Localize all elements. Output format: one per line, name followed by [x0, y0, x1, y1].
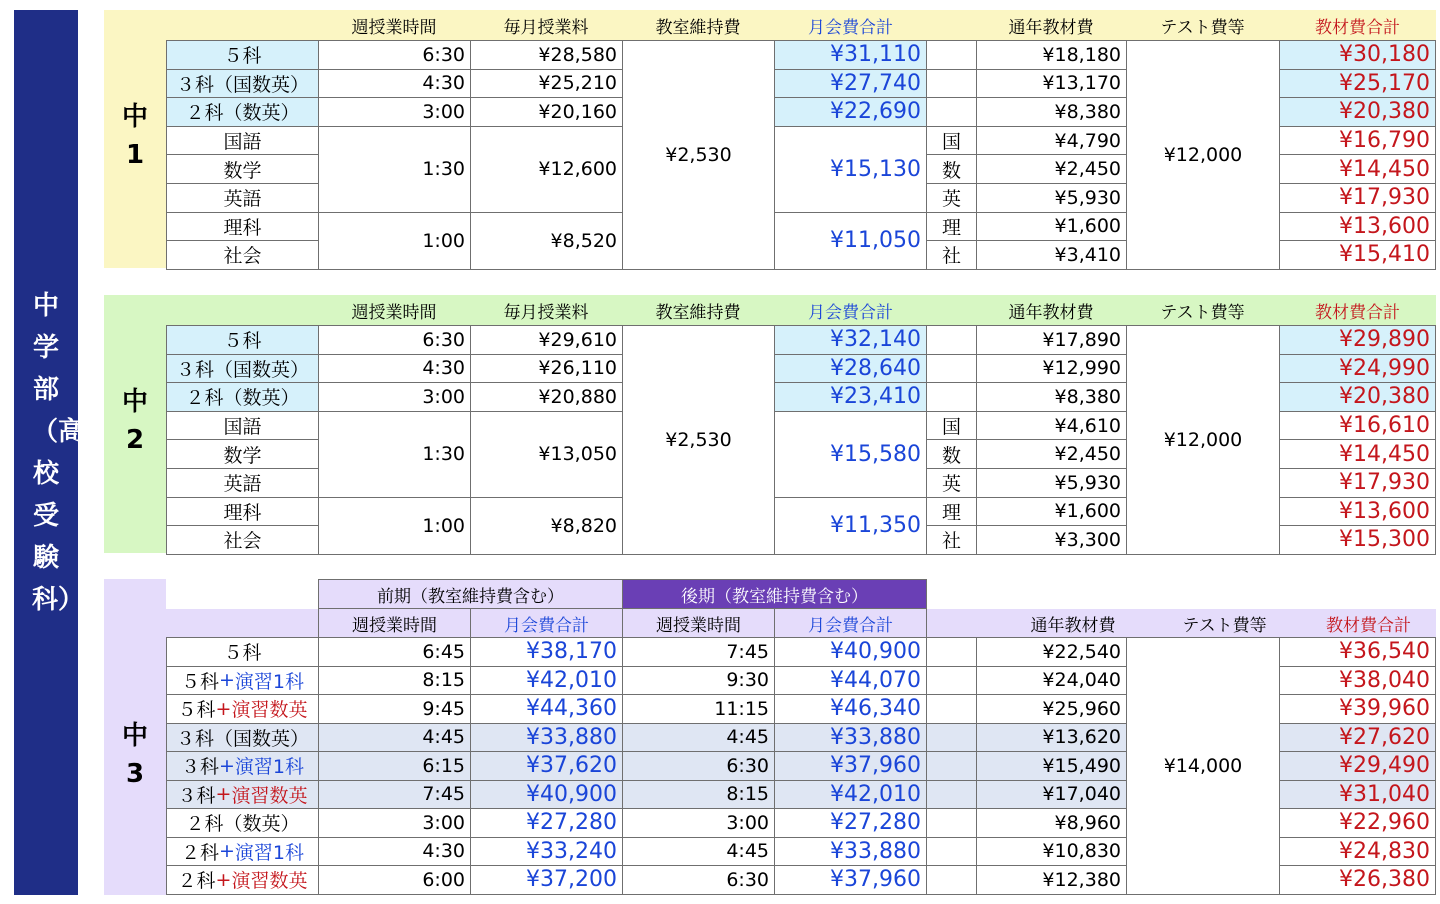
weekly-hours-first-cell: 6:00	[318, 865, 471, 895]
subject-cell: 理科	[166, 212, 319, 242]
header-total: 月会費合計	[808, 302, 893, 323]
subject-extra: 演習数英	[231, 870, 308, 893]
monthly-fee-cell: ¥8,520	[470, 212, 623, 270]
subject-extra: 演習数英	[231, 784, 308, 807]
subject-abbr-cell: 社	[926, 525, 977, 555]
annual-material-cell: ¥25,960	[976, 694, 1127, 724]
plus-sign: +	[219, 840, 235, 863]
monthly-total-second-cell: ¥27,280	[774, 808, 927, 838]
monthly-total-first-cell: ¥27,280	[470, 808, 623, 838]
annual-material-cell: ¥3,410	[976, 240, 1127, 270]
header-test: テスト費等	[1160, 17, 1245, 38]
subject-cell: ２科（数英）	[166, 382, 319, 412]
header-material-total: 教材費合計	[1315, 17, 1400, 38]
material-total-cell: ¥16,790	[1279, 126, 1436, 156]
subject-abbr-cell: 社	[926, 240, 977, 270]
subject-cell	[166, 666, 319, 696]
annual-material-cell: ¥5,930	[976, 468, 1127, 498]
annual-material-cell: ¥8,960	[976, 808, 1127, 838]
monthly-total-second-cell: ¥40,900	[774, 637, 927, 667]
weekly-hours-cell: 4:30	[318, 354, 471, 384]
annual-material-cell: ¥2,450	[976, 154, 1127, 184]
material-total-cell: ¥13,600	[1279, 212, 1436, 242]
material-total-cell: ¥27,620	[1279, 723, 1436, 753]
annual-material-cell: ¥1,600	[976, 212, 1127, 242]
test-fee-cell: ¥12,000	[1126, 325, 1280, 555]
subject-base: ２科（数英）	[185, 813, 300, 836]
annual-material-cell: ¥24,040	[976, 666, 1127, 696]
subject-base: ３科	[180, 756, 219, 779]
weekly-hours-second-cell: 9:30	[622, 666, 775, 696]
subject-abbr-cell: 国	[926, 126, 977, 156]
weekly-hours-second-cell: 4:45	[622, 723, 775, 753]
spacer-cell	[926, 837, 977, 867]
header-test: テスト費等	[1182, 615, 1267, 636]
grade2-label: 中 2	[121, 387, 148, 455]
subject-cell: 社会	[166, 240, 319, 270]
material-total-cell: ¥15,410	[1279, 240, 1436, 270]
weekly-hours-second-cell: 8:15	[622, 780, 775, 810]
subject-abbr-cell: 理	[926, 497, 977, 527]
subject-abbr-cell	[926, 97, 977, 127]
test-fee-cell: ¥14,000	[1126, 637, 1280, 895]
material-total-cell: ¥20,380	[1279, 97, 1436, 127]
monthly-total-second-cell: ¥46,340	[774, 694, 927, 724]
monthly-total-cell: ¥15,580	[774, 411, 927, 498]
maintenance-fee-cell: ¥2,530	[622, 325, 775, 555]
plus-sign: +	[215, 868, 232, 891]
subject-extra: 演習1科	[234, 841, 305, 864]
material-total-cell: ¥26,380	[1279, 865, 1436, 895]
monthly-total-first-cell: ¥37,620	[470, 751, 623, 781]
monthly-total-first-cell: ¥33,240	[470, 837, 623, 867]
grade1-label: 中 1	[121, 102, 148, 170]
material-total-cell: ¥36,540	[1279, 637, 1436, 667]
monthly-total-first-cell: ¥33,880	[470, 723, 623, 753]
grade2-section	[104, 295, 1436, 553]
subject-base: ２科	[177, 870, 216, 893]
header-weekly-first: 週授業時間	[318, 608, 471, 638]
weekly-hours-cell: 4:30	[318, 69, 471, 99]
weekly-hours-first-cell: 3:00	[318, 808, 471, 838]
monthly-total-cell: ¥23,410	[774, 382, 927, 412]
material-total-cell: ¥17,930	[1279, 468, 1436, 498]
subject-cell: ５科	[166, 325, 319, 355]
subject-extra: 演習1科	[234, 670, 305, 693]
header-material-total: 教材費合計	[1326, 615, 1411, 636]
annual-material-cell: ¥3,300	[976, 525, 1127, 555]
subject-cell	[166, 865, 319, 895]
weekly-hours-second-cell: 6:30	[622, 865, 775, 895]
spacer-cell	[926, 666, 977, 696]
material-total-cell: ¥25,170	[1279, 69, 1436, 99]
annual-material-cell: ¥10,830	[976, 837, 1127, 867]
weekly-hours-cell: 1:00	[318, 212, 471, 270]
material-total-cell: ¥13,600	[1279, 497, 1436, 527]
material-total-cell: ¥24,990	[1279, 354, 1436, 384]
monthly-total-first-cell: ¥37,200	[470, 865, 623, 895]
header-total: 月会費合計	[808, 17, 893, 38]
sidebar-title: 中学部（高校受験科）	[32, 290, 85, 615]
weekly-hours-cell: 1:30	[318, 126, 471, 213]
subject-base: ５科	[223, 642, 262, 665]
header-second-term: 後期（教室維持費含む）	[622, 579, 927, 609]
monthly-total-cell: ¥27,740	[774, 69, 927, 99]
material-total-cell: ¥31,040	[1279, 780, 1436, 810]
material-total-cell: ¥30,180	[1279, 40, 1436, 70]
subject-cell	[166, 808, 319, 838]
subject-abbr-cell	[926, 354, 977, 384]
subject-extra: 演習1科	[234, 756, 305, 779]
material-total-cell: ¥14,450	[1279, 439, 1436, 469]
grade3-header-band-left	[166, 609, 318, 637]
plus-sign: +	[215, 697, 232, 720]
monthly-total-second-cell: ¥42,010	[774, 780, 927, 810]
annual-material-cell: ¥12,380	[976, 865, 1127, 895]
subject-abbr-cell: 国	[926, 411, 977, 441]
test-fee-cell: ¥12,000	[1126, 40, 1280, 270]
header-annual: 通年教材費	[1008, 302, 1094, 323]
header-weekly-second: 週授業時間	[622, 608, 775, 638]
material-total-cell: ¥16,610	[1279, 411, 1436, 441]
subject-abbr-cell	[926, 382, 977, 412]
subject-cell: 国語	[166, 411, 319, 441]
material-total-cell: ¥38,040	[1279, 666, 1436, 696]
header-annual: 通年教材費	[1030, 615, 1116, 636]
weekly-hours-cell: 6:30	[318, 40, 471, 70]
subject-base: ３科（国数英）	[175, 727, 309, 750]
weekly-hours-second-cell: 7:45	[622, 637, 775, 667]
monthly-total-cell: ¥31,110	[774, 40, 927, 70]
spacer-cell	[926, 865, 977, 895]
weekly-hours-cell: 6:30	[318, 325, 471, 355]
monthly-total-cell: ¥22,690	[774, 97, 927, 127]
monthly-total-cell: ¥15,130	[774, 126, 927, 213]
weekly-hours-first-cell: 7:45	[318, 780, 471, 810]
header-annual: 通年教材費	[1008, 17, 1094, 38]
maintenance-fee-cell: ¥2,530	[622, 40, 775, 270]
material-total-cell: ¥24,830	[1279, 837, 1436, 867]
subject-cell: 数学	[166, 439, 319, 469]
monthly-fee-cell: ¥26,110	[470, 354, 623, 384]
subject-abbr-cell	[926, 325, 977, 355]
monthly-total-second-cell: ¥37,960	[774, 865, 927, 895]
subject-cell	[166, 751, 319, 781]
monthly-fee-cell: ¥29,610	[470, 325, 623, 355]
subject-extra: 演習数英	[231, 699, 308, 722]
sidebar-title-band	[14, 10, 85, 895]
subject-abbr-cell	[926, 40, 977, 70]
spacer-cell	[926, 723, 977, 753]
header-maintenance: 教室維持費	[655, 17, 741, 38]
weekly-hours-first-cell: 9:45	[318, 694, 471, 724]
subject-abbr-cell	[926, 69, 977, 99]
subject-abbr-cell: 英	[926, 468, 977, 498]
weekly-hours-cell: 3:00	[318, 382, 471, 412]
material-total-cell: ¥39,960	[1279, 694, 1436, 724]
header-first-term: 前期（教室維持費含む）	[318, 579, 623, 609]
annual-material-cell: ¥13,620	[976, 723, 1127, 753]
monthly-total-cell: ¥11,350	[774, 497, 927, 555]
subject-abbr-cell: 理	[926, 212, 977, 242]
header-material-total: 教材費合計	[1315, 302, 1400, 323]
monthly-total-first-cell: ¥40,900	[470, 780, 623, 810]
subject-cell: 理科	[166, 497, 319, 527]
annual-material-cell: ¥4,790	[976, 126, 1127, 156]
monthly-total-cell: ¥28,640	[774, 354, 927, 384]
subject-cell: 数学	[166, 154, 319, 184]
weekly-hours-second-cell: 4:45	[622, 837, 775, 867]
monthly-total-second-cell: ¥44,070	[774, 666, 927, 696]
weekly-hours-cell: 3:00	[318, 97, 471, 127]
monthly-fee-cell: ¥25,210	[470, 69, 623, 99]
monthly-total-first-cell: ¥42,010	[470, 666, 623, 696]
monthly-total-cell: ¥32,140	[774, 325, 927, 355]
subject-base: ３科	[177, 784, 216, 807]
grade3-section	[104, 579, 1436, 895]
annual-material-cell: ¥4,610	[976, 411, 1127, 441]
material-total-cell: ¥22,960	[1279, 808, 1436, 838]
weekly-hours-first-cell: 8:15	[318, 666, 471, 696]
monthly-total-second-cell: ¥37,960	[774, 751, 927, 781]
plus-sign: +	[219, 669, 235, 692]
subject-cell	[166, 837, 319, 867]
monthly-total-second-cell: ¥33,880	[774, 837, 927, 867]
weekly-hours-cell: 1:00	[318, 497, 471, 555]
header-total-second: 月会費合計	[774, 608, 927, 638]
spacer-cell	[926, 780, 977, 810]
annual-material-cell: ¥12,990	[976, 354, 1127, 384]
plus-sign: +	[219, 754, 235, 777]
subject-cell: 社会	[166, 525, 319, 555]
plus-sign: +	[215, 783, 232, 806]
weekly-hours-second-cell: 3:00	[622, 808, 775, 838]
subject-abbr-cell: 数	[926, 154, 977, 184]
subject-cell: ３科（国数英）	[166, 69, 319, 99]
spacer-cell	[926, 637, 977, 667]
subject-cell: ３科（国数英）	[166, 354, 319, 384]
annual-material-cell: ¥5,930	[976, 183, 1127, 213]
subject-cell: 英語	[166, 468, 319, 498]
subject-cell	[166, 780, 319, 810]
header-total-first: 月会費合計	[470, 608, 623, 638]
spacer-cell	[926, 751, 977, 781]
monthly-fee-cell: ¥20,880	[470, 382, 623, 412]
material-total-cell: ¥29,890	[1279, 325, 1436, 355]
annual-material-cell: ¥2,450	[976, 439, 1127, 469]
header-monthly: 毎月授業料	[503, 302, 589, 323]
subject-cell: ５科	[166, 40, 319, 70]
header-test: テスト費等	[1160, 302, 1245, 323]
monthly-fee-cell: ¥28,580	[470, 40, 623, 70]
subject-cell	[166, 637, 319, 667]
header-weekly: 週授業時間	[351, 302, 437, 323]
grade1-section	[104, 10, 1436, 268]
subject-base: ５科	[177, 699, 216, 722]
monthly-fee-cell: ¥12,600	[470, 126, 623, 213]
subject-cell: 国語	[166, 126, 319, 156]
subject-abbr-cell: 数	[926, 439, 977, 469]
subject-cell	[166, 694, 319, 724]
monthly-total-second-cell: ¥33,880	[774, 723, 927, 753]
spacer-cell	[926, 694, 977, 724]
spacer-cell	[926, 808, 977, 838]
subject-abbr-cell: 英	[926, 183, 977, 213]
weekly-hours-first-cell: 4:45	[318, 723, 471, 753]
header-weekly: 週授業時間	[351, 17, 437, 38]
weekly-hours-first-cell: 6:15	[318, 751, 471, 781]
monthly-fee-cell: ¥20,160	[470, 97, 623, 127]
monthly-total-first-cell: ¥44,360	[470, 694, 623, 724]
annual-material-cell: ¥1,600	[976, 497, 1127, 527]
weekly-hours-cell: 1:30	[318, 411, 471, 498]
material-total-cell: ¥20,380	[1279, 382, 1436, 412]
annual-material-cell: ¥8,380	[976, 382, 1127, 412]
material-total-cell: ¥17,930	[1279, 183, 1436, 213]
monthly-fee-cell: ¥8,820	[470, 497, 623, 555]
annual-material-cell: ¥17,890	[976, 325, 1127, 355]
annual-material-cell: ¥17,040	[976, 780, 1127, 810]
monthly-fee-cell: ¥13,050	[470, 411, 623, 498]
annual-material-cell: ¥15,490	[976, 751, 1127, 781]
weekly-hours-first-cell: 4:30	[318, 837, 471, 867]
material-total-cell: ¥14,450	[1279, 154, 1436, 184]
grade3-label: 中 3	[121, 721, 148, 789]
header-monthly: 毎月授業料	[503, 17, 589, 38]
weekly-hours-second-cell: 11:15	[622, 694, 775, 724]
annual-material-cell: ¥13,170	[976, 69, 1127, 99]
header-maintenance: 教室維持費	[655, 302, 741, 323]
subject-base: ５科	[180, 670, 219, 693]
material-total-cell: ¥29,490	[1279, 751, 1436, 781]
weekly-hours-first-cell: 6:45	[318, 637, 471, 667]
annual-material-cell: ¥22,540	[976, 637, 1127, 667]
monthly-total-cell: ¥11,050	[774, 212, 927, 270]
monthly-total-first-cell: ¥38,170	[470, 637, 623, 667]
subject-cell: ２科（数英）	[166, 97, 319, 127]
subject-cell	[166, 723, 319, 753]
subject-cell: 英語	[166, 183, 319, 213]
subject-base: ２科	[180, 841, 219, 864]
weekly-hours-second-cell: 6:30	[622, 751, 775, 781]
annual-material-cell: ¥8,380	[976, 97, 1127, 127]
material-total-cell: ¥15,300	[1279, 525, 1436, 555]
annual-material-cell: ¥18,180	[976, 40, 1127, 70]
